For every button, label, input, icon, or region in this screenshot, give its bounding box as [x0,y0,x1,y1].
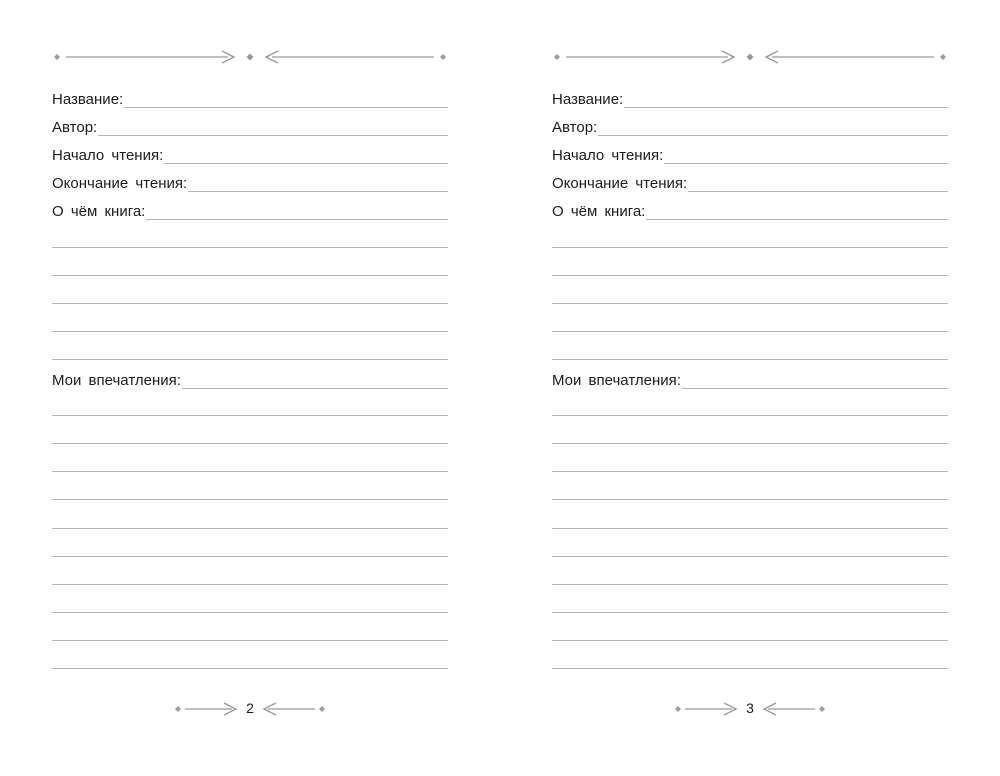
write-line[interactable] [552,275,948,276]
page-footer [552,698,948,720]
write-line[interactable] [552,471,948,472]
write-line[interactable] [52,640,448,641]
start-date-field[interactable] [52,147,448,165]
write-line[interactable] [52,303,448,304]
write-line[interactable] [552,331,948,332]
about-label: О чём книга: [552,203,646,220]
impressions-field[interactable] [52,372,448,390]
title-line[interactable] [124,107,448,108]
write-line[interactable] [52,612,448,613]
end-date-field[interactable] [552,175,948,193]
start-date-field[interactable] [552,147,948,165]
write-line[interactable] [552,668,948,669]
write-line[interactable] [52,668,448,669]
write-line[interactable] [552,359,948,360]
author-line[interactable] [98,135,448,136]
write-line[interactable] [552,499,948,500]
write-line[interactable] [552,443,948,444]
write-line[interactable] [52,331,448,332]
write-line[interactable] [52,359,448,360]
author-label: Автор: [52,119,98,136]
diamond-icon [747,54,754,61]
page-footer [52,698,448,720]
write-line[interactable] [52,499,448,500]
write-line[interactable] [552,528,948,529]
author-field[interactable] [552,119,948,137]
write-line[interactable] [552,303,948,304]
impressions-label: Мои впечатления: [552,372,681,389]
about-line[interactable] [646,219,948,220]
start-date-line[interactable] [664,163,948,164]
diamond-icon [247,54,254,61]
author-label: Автор: [552,119,598,136]
write-line[interactable] [552,556,948,557]
flourish-divider-icon [552,46,948,68]
diamond-icon [319,706,325,712]
write-line[interactable] [552,612,948,613]
write-line[interactable] [52,584,448,585]
start-date-label: Начало чтения: [52,147,164,164]
header-ornament [52,46,448,68]
about-field[interactable] [552,203,948,221]
page-number: 2 [246,700,254,716]
impressions-line[interactable] [182,388,448,389]
end-date-label: Окончание чтения: [552,175,688,192]
write-line[interactable] [552,415,948,416]
flourish-divider-icon [52,46,448,68]
start-date-line[interactable] [164,163,448,164]
write-line[interactable] [52,247,448,248]
write-line[interactable] [52,528,448,529]
about-line[interactable] [146,219,448,220]
write-line[interactable] [552,247,948,248]
write-line[interactable] [52,443,448,444]
title-label: Название: [552,91,624,108]
end-date-label: Окончание чтения: [52,175,188,192]
write-line[interactable] [552,640,948,641]
about-label: О чём книга: [52,203,146,220]
header-ornament [552,46,948,68]
title-field[interactable] [52,91,448,109]
page-number: 3 [746,700,754,716]
end-date-line[interactable] [688,191,948,192]
diamond-icon [819,706,825,712]
write-line[interactable] [52,415,448,416]
write-line[interactable] [52,556,448,557]
end-date-line[interactable] [188,191,448,192]
diamond-icon [675,706,681,712]
write-line[interactable] [52,275,448,276]
start-date-label: Начало чтения: [552,147,664,164]
page-left [52,0,448,776]
diamond-icon [440,54,446,60]
author-line[interactable] [598,135,948,136]
diamond-icon [54,54,60,60]
title-field[interactable] [552,91,948,109]
about-field[interactable] [52,203,448,221]
impressions-field[interactable] [552,372,948,390]
author-field[interactable] [52,119,448,137]
end-date-field[interactable] [52,175,448,193]
write-line[interactable] [52,471,448,472]
diamond-icon [940,54,946,60]
diamond-icon [175,706,181,712]
impressions-line[interactable] [682,388,948,389]
title-line[interactable] [624,107,948,108]
write-line[interactable] [552,584,948,585]
page-right [552,0,948,776]
title-label: Название: [52,91,124,108]
impressions-label: Мои впечатления: [52,372,181,389]
diamond-icon [554,54,560,60]
